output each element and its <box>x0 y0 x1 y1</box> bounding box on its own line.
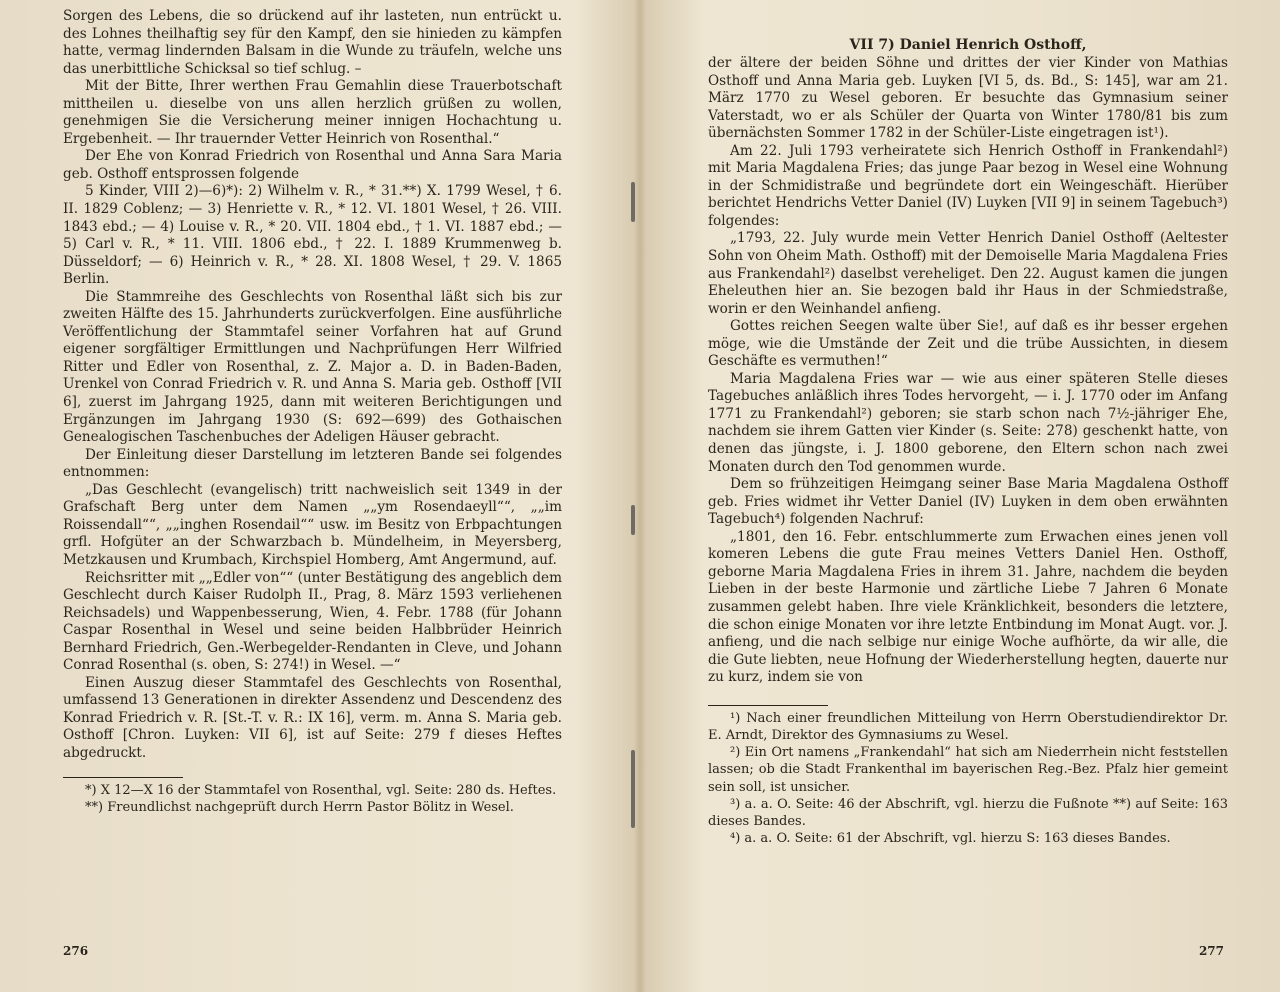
paragraph: Sorgen des Lebens, die so drückend auf ihr lasteten, nun entrückt u. des Lohnes theilhaftig sey für den Kampf, den sie hinieden zu kämpfen hatte, vermag lindernden Balsam in die Wunde zu träufeln, welche uns das unerbittliche Schicksal so tief schlug. – <box>63 8 562 77</box>
paragraph: Der Einleitung dieser Darstellung im letzteren Bande sei folgendes entnommen: <box>63 446 562 481</box>
paragraph: Mit der Bitte, Ihrer werthen Frau Gemahlin diese Trauerbotschaft mittheilen u. dieselbe von uns allen herzlich grüßen zu wollen, genehmigen Sie die Versicherung meiner innigen Hochachtung u. Ergebenheit. — Ihr trauernder Vetter Heinrich von Rosenthal.“ <box>63 78 562 147</box>
page-number: 277 <box>1198 944 1224 958</box>
footnote: ¹) Nach einer freundlichen Mitteilung von Herrn Oberstudiendirektor Dr. E. Arndt, Direktor des Gymnasiums zu Wesel. <box>708 710 1228 743</box>
paragraph: Gottes reichen Seegen walte über Sie!, auf daß es ihr besser ergehen möge, wie die Umstände der Zeit und die trübe Aussichten, in diesem Geschäfte es vermuthen!“ <box>708 318 1228 370</box>
page-number: 276 <box>63 944 89 958</box>
paragraph: 5 Kinder, VIII 2)—6)*): 2) Wilhelm v. R., * 31.**) X. 1799 Wesel, † 6. II. 1829 Coblenz; — 3) Henriette v. R., * 12. VI. 1801 Wesel, † 26. VIII. 1843 ebd.; — 4) Louise v. R., * 20. VII. 1804 ebd., † 1. VI. 1887 ebd.; — 5) Carl v. R., * 11. VIII. 1806 ebd., † 22. I. 1889 Krummenweg b. Düsseldorf; — 6) Heinrich v. R., * 28. XI. 1808 Wesel, † 29. V. 1865 Berlin. <box>63 183 562 288</box>
left-page <box>0 0 632 992</box>
footnote-divider <box>63 777 183 778</box>
footnote-divider <box>708 705 828 706</box>
paragraph: Einen Auszug dieser Stammtafel des Geschlechts von Rosenthal, umfassend 13 Generationen in direkter Assendenz und Descendenz des Konrad Friedrich v. R. [St.-T. v. R.: IX 16], verm. m. Anna S. Maria geb. Osthoff [Chron. Luyken: VII 6], ist auf Seite: 279 f dieses Heftes abgedruckt. <box>63 674 562 761</box>
paragraph: Die Stammreihe des Geschlechts von Rosenthal läßt sich bis zur zweiten Hälfte des 15. Jahrhunderts zurückverfolgen. Eine ausführliche Veröffentlichung der Stammtafel seiner Vorfahren hat auf Grund eigener sorgfältiger Ermittlungen und Nachprüfungen Herr Wilfried Ritter und Edler von Rosenthal, z. Z. Major a. D. in Baden-Baden, Urenkel von Conrad Friedrich v. R. und Anna S. Maria geb. Osthoff [VII 6], zuerst im Jahrgang 1925, dann mit weiteren Berichtigungen und Ergänzungen im Jahrgang 1930 (S: 692—699) des Gothaischen Genealogischen Taschenbuches der Adeligen Häuser gebracht. <box>63 288 562 446</box>
paragraph: Maria Magdalena Fries war — wie aus einer späteren Stelle dieses Tagebuches anläßlich ihres Todes hervorgeht, — i. J. 1770 oder im Anfang 1771 zu Frankendahl²) geboren; sie starb schon nach 7½-jähriger Ehe, nachdem sie ihrem Gatten vier Kinder (s. Seite: 278) geschenkt hatte, von denen das jüngste, i. J. 1800 geborene, den Eltern schon nach zwei Monaten durch den Tod genommen wurde. <box>708 370 1228 475</box>
paragraph: der ältere der beiden Söhne und drittes der vier Kinder von Mathias Osthoff und Anna Maria geb. Luyken [VI 5, ds. Bd., S: 145], war am 21. März 1770 zu Wesel geboren. Er besuchte das Gymnasium seiner Vaterstadt, wo er als Schüler der Quarta von Winter 1780/81 bis zum übernächsten Sommer 1782 in der Schüler-Liste eingetragen ist¹). <box>708 55 1228 142</box>
paragraph: Der Ehe von Konrad Friedrich von Rosenthal und Anna Sara Maria geb. Osthoff entsprossen folgende <box>63 148 562 182</box>
paragraph: „Das Geschlecht (evangelisch) tritt nachweislich seit 1349 in der Grafschaft Berg unter dem Namen „„ym Rosendaeyll““, „„im Roissendall““, „„inghen Rosendail““ usw. im Besitz von Erbpachtungen grfl. Hofgüter an der Schwarzbach b. Mündelheim, in Meyersberg, Metzkausen und Krumbach, Kirchspiel Homberg, Amt Angermund, auf. <box>63 481 562 568</box>
paragraph: Reichsritter mit „„Edler von““ (unter Bestätigung des angeblich dem Geschlecht durch Kaiser Rudolph II., Prag, 8. März 1593 verliehenen Reichsadels) und Wappenbesserung, Wien, 4. Febr. 1788 (für Johann Caspar Rosenthal in Wesel und seine beiden Halbbrüder Heinrich Bernhard Friedrich, Gen.-Werbegelder-Rendanten in Cleve, und Johann Conrad Rosenthal (s. oben, S: 274!) in Wesel. —“ <box>63 569 562 674</box>
footnote: ⁴) a. a. O. Seite: 61 der Abschrift, vgl. hierzu S: 163 dieses Bandes. <box>730 831 1171 847</box>
paragraph: Am 22. Juli 1793 verheiratete sich Henrich Osthoff in Frankendahl²) mit Maria Magdalena Fries; das junge Paar bezog in Wesel eine Wohnung in der Schmidistraße und begründete dort ein Weingeschäft. Hierüber berichtet Hendrichs Vetter Daniel (IV) Luyken [VII 9] in seinem Tagebuch³) folgendes: <box>708 142 1228 229</box>
paragraph: „1793, 22. July wurde mein Vetter Henrich Daniel Osthoff (Aeltester Sohn von Oheim Math. Osthoff) mit der Demoiselle Maria Magdalena Fries aus Frankendahl²) daselbst vereheliget. Den 22. August kamen die jungen Eheleuthen hier an. Sie bezogen bald ihr Haus in der Schmiedstraße, worin er den Weinhandel anfieng. <box>708 230 1228 317</box>
footnote: *) X 12—X 16 der Stammtafel von Rosenthal, vgl. Seite: 280 ds. Heftes. <box>85 782 557 798</box>
section-heading: VII 7) Daniel Henrich Osthoff, <box>849 37 1087 53</box>
paragraph: Dem so frühzeitigen Heimgang seiner Base Maria Magdalena Osthoff geb. Fries widmet ihr Vetter Daniel (IV) Luyken in dem oben erwähnten Tagebuch⁴) folgenden Nachruf: <box>708 476 1228 528</box>
footnote: **) Freundlichst nachgeprüft durch Herrn Pastor Bölitz in Wesel. <box>85 799 514 815</box>
paragraph: „1801, den 16. Febr. entschlummerte zum Erwachen eines jenen voll komeren Lebens die gute Frau meines Vetters Daniel Hen. Osthoff, geborne Maria Magdalena Fries in ihrem 31. Jahre, nachdem die beyden Lieben in der beste Harmonie und zärtliche Liebe 7 Jahren 6 Monate zusammen gelebt haben. Ihre viele Kränklichkeit, besonders die letztere, die schon einige Monaten vor ihre letzte Entbindung im Monat Augt. vor. J. anfieng, und die nach selbige nur einige Woche aufhörte, da wir alle, die die Gute liebten, neue Hofnung der Wiederherstellung hegten, dauerte nur zu kurz, indem sie von <box>708 528 1228 686</box>
footnote: ²) Ein Ort namens „Frankendahl“ hat sich am Niederrhein nicht feststellen lassen; ob die Stadt Frankenthal im bayerischen Reg.-Bez. Pfalz hier gemeint sein soll, ist unsicher. <box>708 745 1228 795</box>
footnote: ³) a. a. O. Seite: 46 der Abschrift, vgl. hierzu die Fußnote **) auf Seite: 163 dieses Bandes. <box>708 796 1228 829</box>
right-page <box>648 0 1280 992</box>
